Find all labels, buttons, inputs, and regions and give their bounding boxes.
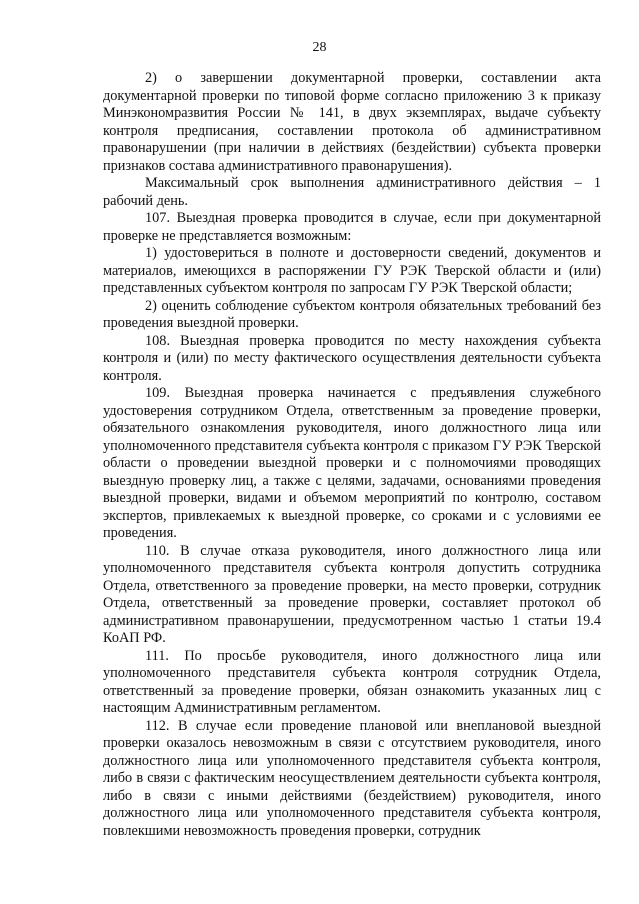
- paragraph-108: 108. Выездная проверка проводится по месту нахождения субъекта контроля и (или) по месту фактического осуществления деятельности субъекта контроля.: [103, 332, 601, 384]
- paragraph-112: 112. В случае если проведение плановой или внеплановой выездной проверки оказалось невозможным в связи с отсутствием руководителя, иного должностного лица или уполномоченного представителя субъекта контроля, либо в связи с фактическим неосуществлением деятельности субъекта контроля, либо в связи с иными действиями (бездействием) руководителя, иного должностного лица или уполномоченного представителя субъекта контроля, повлекшими невозможность проведения проверки, сотрудник: [103, 717, 601, 839]
- paragraph-110: 110. В случае отказа руководителя, иного должностного лица или уполномоченного представителя субъекта контроля допустить сотрудника Отдела, ответственного за проведение проверки, на место проверки, сотрудник Отдела, ответственный за проведение проверки, составляет протокол об административном правонарушении, предусмотренном частью 1 статьи 19.4 КоАП РФ.: [103, 542, 601, 646]
- document-body: [103, 70, 601, 840]
- paragraph-107: 107. Выездная проверка проводится в случае, если при документарной проверке не представляется возможным:: [103, 210, 601, 244]
- page-number: 28: [312, 40, 327, 55]
- paragraph-item-2-conclusion: 2) о завершении документарной проверки, составлении акта документарной проверки по типовой форме согласно приложению 3 к приказу Минэкономразвития России № 141, в двух экземплярах, выдаче субъекту контроля предписания, составлении протокола об административном правонарушении (при наличии в действиях (бездействии) субъекта проверки признаков состава административного правонарушения).: [103, 70, 601, 174]
- paragraph-107-item-2: 2) оценить соблюдение субъектом контроля обязательных требований без проведения выездной проверки.: [103, 297, 601, 331]
- paragraph-107-item-1: 1) удостовериться в полноте и достоверности сведений, документов и материалов, имеющихся в распоряжении ГУ РЭК Тверской области и (или) представленных субъектом контроля по запросам ГУ РЭК Тверской области;: [103, 245, 601, 296]
- paragraph-111: 111. По просьбе руководителя, иного должностного лица или уполномоченного представителя субъекта контроля сотрудник Отдела, ответственный за проведение проверки, обязан ознакомить указанных лиц с настоящим Административным регламентом.: [103, 647, 601, 716]
- paragraph-max-duration: Максимальный срок выполнения административного действия – 1 рабочий день.: [103, 175, 601, 209]
- paragraph-109: 109. Выездная проверка начинается с предъявления служебного удостоверения сотрудником Отдела, ответственным за проведение проверки, обязательного ознакомления руководителя, иного должностного лица или уполномоченного представителя субъекта контроля с приказом ГУ РЭК Тверской области о проведении выездной проверки и с полномочиями проводящих выездную проверку лиц, а также с целями, задачами, основаниями проведения выездной проверки, видами и объемом мероприятий по контролю, составом экспертов, привлекаемых к выездной проверке, со сроками и с условиями ее проведения.: [103, 385, 601, 541]
